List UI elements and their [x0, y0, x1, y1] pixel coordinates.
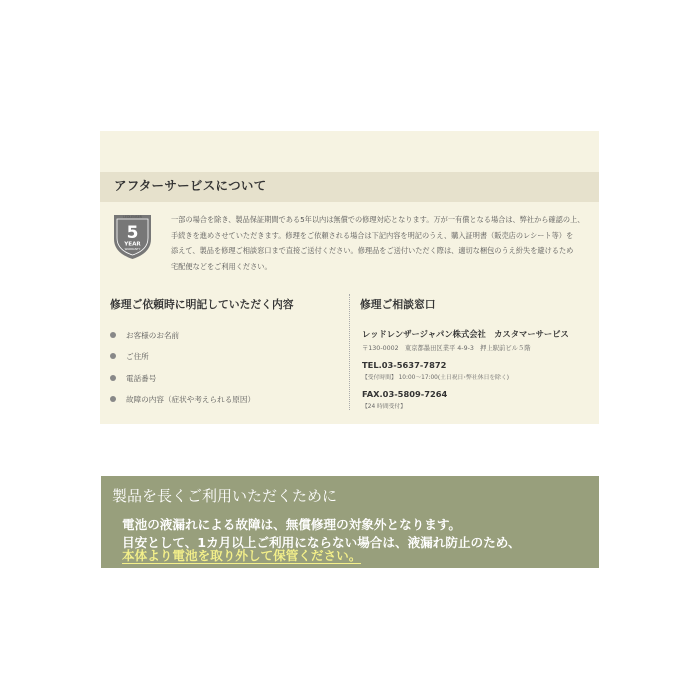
repair-info-item-label: ご住所 [126, 351, 149, 361]
bullet-icon [110, 353, 116, 359]
repair-info-title: 修理ご依頼時に明記していただく内容 [110, 298, 294, 311]
contact-title: 修理ご相談窓口 [360, 298, 436, 311]
warranty-shield-icon [110, 211, 155, 261]
battery-notice [101, 476, 599, 568]
repair-info-item-label: 電話番号 [126, 373, 157, 383]
contact-tel: TEL.03-5637-7872 [362, 360, 447, 370]
after-service-title: アフターサービスについて [114, 178, 267, 193]
contact-tel-block [362, 360, 592, 381]
notice-line-1: 電池の液漏れによる故障は、無償修理の対象外となります。 [122, 517, 462, 532]
repair-info-item [110, 328, 179, 342]
repair-info-item-label: お客様のお名前 [126, 330, 180, 340]
column-divider [349, 294, 350, 410]
contact-tel-hours: 【受付時間】 10:00～17:00(土日祝日･弊社休日を除く) [362, 375, 510, 381]
bullet-icon [110, 332, 116, 338]
after-service-panel [100, 131, 599, 424]
bullet-icon [110, 396, 116, 402]
repair-info-item [110, 392, 255, 406]
contact-company: レッドレンザージャパン株式会社 カスタマーサービス [362, 329, 569, 339]
warranty-line: 一部の場合を除き、製品保証期間である5年以内は無償での修理対応となります。万が一有償となる場合は、弊社から確認の上、 [171, 215, 585, 224]
warranty-line: 添えて、製品を修理ご相談窓口まで直接ご送付ください。修理品をご送付いただく際は、適切な梱包のうえ紛失を避けるため [171, 246, 574, 255]
notice-line-3: 本体より電池を取り外して保管ください。 [122, 548, 362, 563]
badge-year-label: YEAR [124, 241, 141, 248]
warranty-line: 宅配便などをご利用ください。 [171, 261, 272, 271]
warranty-description [171, 212, 591, 274]
repair-info-item [110, 349, 149, 363]
bullet-icon [110, 375, 116, 381]
contact-fax-block [362, 389, 592, 410]
contact-fax: FAX.03-5809-7264 [362, 389, 448, 399]
after-service-header [100, 172, 599, 202]
warranty-line: 手続きを進めさせていただきます。修理をご依頼される場合は下記内容を明記のうえ、購入証明書（販売店のレシート等）を [171, 230, 574, 240]
badge-sub-label: WARRANTY [124, 247, 141, 251]
badge-brand: LEDLENSER [123, 215, 142, 220]
repair-info-item [110, 371, 156, 385]
contact-address: 〒130-0002 東京都墨田区業平 4-9-3 押上駅前ビル５階 [362, 345, 531, 352]
notice-line-2: 目安として、1カ月以上ご利用にならない場合は、液漏れ防止のため、 [122, 535, 521, 550]
contact-fax-hours: 【24 時間受付】 [362, 404, 407, 410]
repair-info-item-label: 故障の内容（症状や考えられる原因） [126, 394, 256, 404]
notice-title: 製品を長くご利用いただくために [112, 487, 338, 505]
contact-company-block [362, 328, 592, 352]
badge-years: 5 [126, 223, 139, 243]
